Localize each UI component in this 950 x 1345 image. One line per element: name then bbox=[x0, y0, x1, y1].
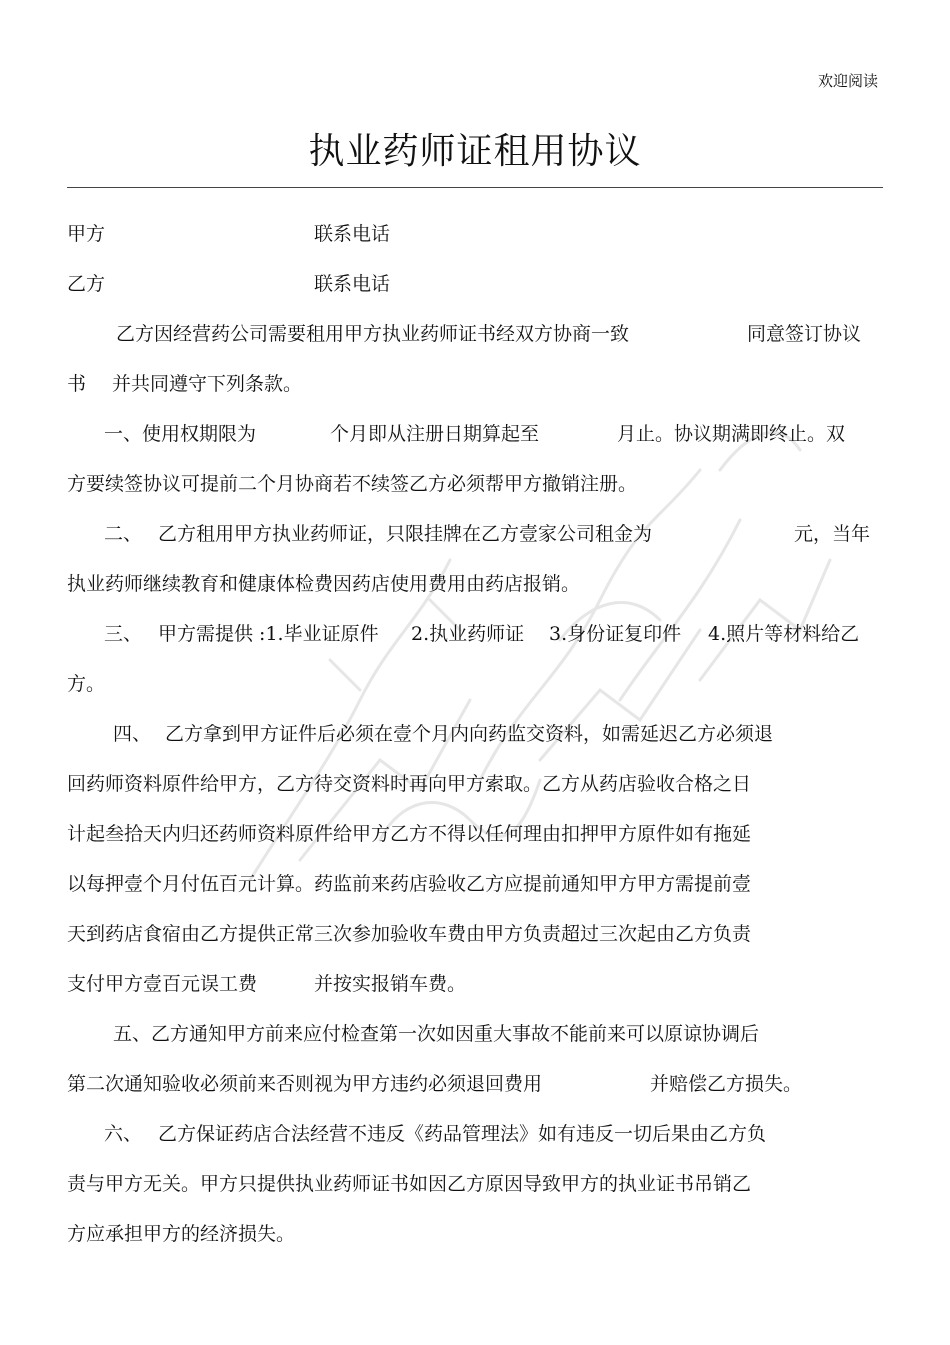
clause-2-number: 二、 bbox=[104, 523, 143, 545]
clause-4-line-1: 乙方拿到甲方证件后必须在壹个月内向药监交资料，如需延迟乙方必须退 bbox=[165, 723, 774, 745]
clause-4-line-6: 支付甲方壹百元误工费 bbox=[67, 973, 258, 995]
intro-line-1-end: 同意签订协议 bbox=[747, 323, 862, 345]
header-note: 欢迎阅读 bbox=[817, 72, 878, 90]
clause-4-line-2: 回药师资料原件给甲方，乙方待交资料时再向甲方索取。乙方从药店验收合格之日 bbox=[67, 773, 752, 795]
clause-3-line-2: 方。 bbox=[67, 673, 106, 695]
clause-2-part-b: 乙方租用甲方执业药师证，只限挂牌在乙方壹家公司租金为 bbox=[158, 523, 653, 545]
party-b-label: 乙方 bbox=[67, 273, 106, 295]
document-title: 执业药师证租用协议 bbox=[308, 131, 642, 172]
clause-3-part-c: 2.执业药师证 bbox=[411, 623, 525, 645]
title-divider bbox=[67, 187, 883, 188]
intro-line-2: 并共同遵守下列条款。 bbox=[112, 373, 303, 395]
party-b-phone-label: 联系电话 bbox=[314, 273, 391, 295]
clause-6-line-2: 责与甲方无关。甲方只提供执业药师证书如因乙方原因导致甲方的执业证书吊销乙 bbox=[67, 1173, 752, 1195]
party-a-phone-label: 联系电话 bbox=[314, 223, 391, 245]
clause-3-part-d: 3.身份证复印件 bbox=[549, 623, 682, 645]
clause-3-number: 三、 bbox=[104, 623, 143, 645]
clause-6-number: 六、 bbox=[104, 1123, 143, 1145]
clause-2-part-c: 元，当年 bbox=[794, 523, 871, 545]
clause-1-part-a: 一、使用权期限为 bbox=[104, 423, 257, 445]
clause-1-part-b: 个月即从注册日期算起至 bbox=[330, 423, 540, 445]
clause-1-part-c: 月止。协议期满即终止。双 bbox=[617, 423, 846, 445]
clause-1-line-2: 方要续签协议可提前二个月协商若不续签乙方必须帮甲方撤销注册。 bbox=[67, 473, 638, 495]
clause-3-part-e: 4.照片等材料给乙 bbox=[708, 623, 860, 645]
clause-4-line-4: 以每押壹个月付伍百元计算。药监前来药店验收乙方应提前通知甲方甲方需提前壹 bbox=[67, 873, 752, 895]
clause-6-line-3: 方应承担甲方的经济损失。 bbox=[67, 1223, 296, 1245]
intro-line-1: 乙方因经营药公司需要租用甲方执业药师证书经双方协商一致 bbox=[116, 323, 630, 345]
clause-3-part-b: 甲方需提供 :1.毕业证原件 bbox=[158, 623, 379, 645]
clause-5-line-1: 五、乙方通知甲方前来应付检查第一次如因重大事故不能前来可以原谅协调后 bbox=[113, 1023, 760, 1045]
clause-4-line-3: 计起叁拾天内归还药师资料原件给甲方乙方不得以任何理由扣押甲方原件如有拖延 bbox=[67, 823, 752, 845]
intro-line-2-start: 书 bbox=[67, 373, 87, 395]
clause-5-line-2: 第二次通知验收必须前来否则视为甲方违约必须退回费用 bbox=[67, 1073, 543, 1095]
clause-4-line-5: 天到药店食宿由乙方提供正常三次参加验收车费由甲方负责超过三次起由乙方负责 bbox=[67, 923, 752, 945]
clause-4-number: 四、 bbox=[113, 723, 152, 745]
party-a-label: 甲方 bbox=[67, 223, 106, 245]
clause-4-line-6-end: 并按实报销车费。 bbox=[314, 973, 467, 995]
clause-6-line-1: 乙方保证药店合法经营不违反《药品管理法》如有违反一切后果由乙方负 bbox=[158, 1123, 767, 1145]
clause-5-line-2-end: 并赔偿乙方损失。 bbox=[650, 1073, 803, 1095]
clause-2-line-2: 执业药师继续教育和健康体检费因药店使用费用由药店报销。 bbox=[67, 573, 581, 595]
